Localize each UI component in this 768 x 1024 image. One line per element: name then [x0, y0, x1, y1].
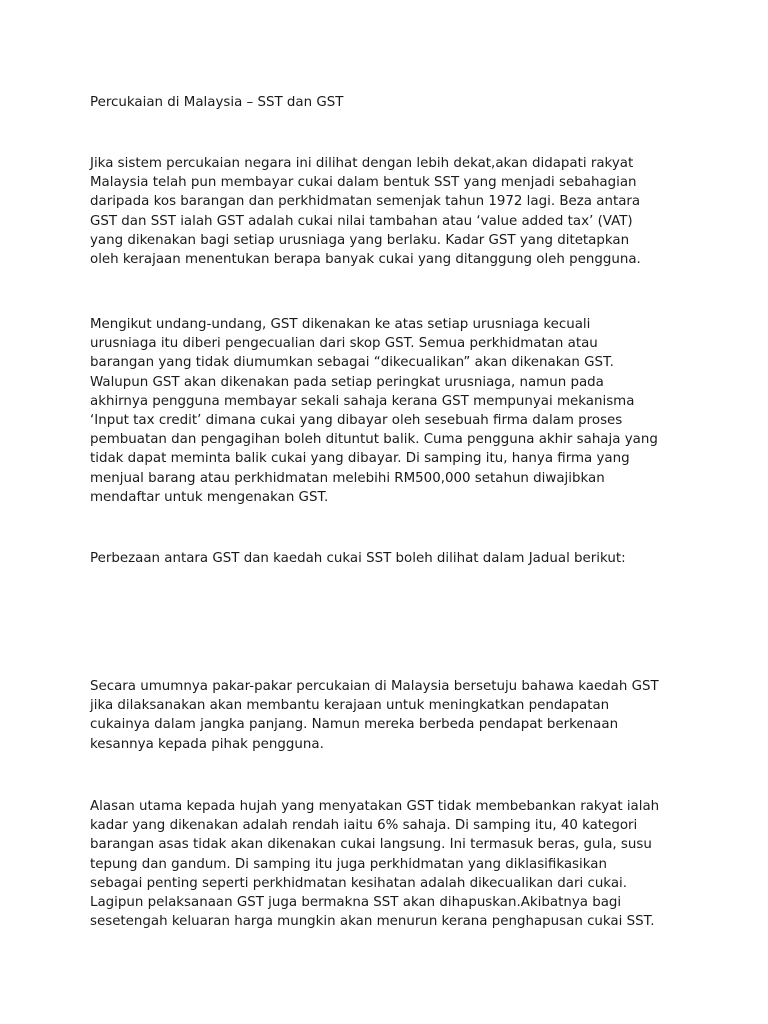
paragraph-line: barangan asas tidak akan dikenakan cukai langsung. Ini termasuk beras, gula, susu — [90, 837, 652, 853]
paragraph-3 — [90, 549, 690, 568]
paragraph-line: Secara umumnya pakar-pakar percukaian di Malaysia bersetuju bahawa kaedah GST — [90, 679, 659, 694]
paragraph-line: kesannya kepada pihak pengguna. — [90, 736, 324, 752]
paragraph-line: sesetengah keluaran harga mungkin akan menurun kerana penghapusan cukai SST. — [90, 914, 655, 930]
paragraph-line: tidak dapat meminta balik cukai yang dibayar. Di samping itu, hanya firma yang — [90, 451, 630, 467]
paragraph-4 — [90, 677, 690, 754]
paragraph-5 — [90, 797, 690, 931]
paragraph-line: Jika sistem percukaian negara ini dilihat dengan lebih dekat,akan didapati rakyat — [90, 156, 634, 171]
paragraph-line: Walupun GST akan dikenakan pada setiap peringkat urusniaga, namun pada — [90, 374, 604, 390]
paragraph-line: Perbezaan antara GST dan kaedah cukai SST boleh dilihat dalam Jadual berikut: — [90, 551, 626, 566]
paragraph-line: jika dilaksanakan akan membantu kerajaan untuk meningkatkan pendapatan — [90, 698, 610, 714]
paragraph-line: pembuatan dan pengagihan boleh dituntut balik. Cuma pengguna akhir sahaja yang — [90, 432, 658, 448]
paragraph-line: daripada kos barangan dan perkhidmatan semenjak tahun 1972 lagi. Beza antara — [90, 194, 641, 210]
paragraph-line: kadar yang dikenakan adalah rendah iaitu 6% sahaja. Di samping itu, 40 kategori — [90, 818, 638, 834]
paragraph-line: ‘Input tax credit’ dimana cukai yang dibayar oleh sesebuah firma dalam proses — [90, 413, 623, 429]
paragraph-line: menjual barang atau perkhidmatan melebihi RM500,000 setahun diwajibkan — [90, 470, 605, 486]
paragraph-line: cukainya dalam jangka panjang. Namun mereka berbeda pendapat berkenaan — [90, 717, 619, 733]
paragraph-line: Mengikut undang-undang, GST dikenakan ke atas setiap urusniaga kecuali — [90, 317, 591, 332]
paragraph-line: sebagai penting seperti perkhidmatan kesihatan adalah dikecualikan dari cukai. — [90, 875, 628, 891]
paragraph-line: barangan yang tidak diumumkan sebagai “dikecualikan” akan dikenakan GST. — [90, 355, 614, 371]
paragraph-line: akhirnya pengguna membayar sekali sahaja kerana GST mempunyai mekanisma — [90, 393, 635, 409]
document-title-text: Percukaian di Malaysia – SST dan GST — [90, 95, 344, 110]
paragraph-line: urusniaga itu diberi pengecualian dari skop GST. Semua perkhidmatan atau — [90, 336, 598, 352]
paragraph-line: GST dan SST ialah GST adalah cukai nilai tambahan atau ‘value added tax’ (VAT) — [90, 213, 633, 229]
paragraph-2 — [90, 315, 690, 507]
paragraph-line: Malaysia telah pun membayar cukai dalam bentuk SST yang menjadi sebahagian — [90, 175, 637, 191]
document-title — [90, 93, 690, 112]
paragraph-line: tepung dan gandum. Di samping itu juga perkhidmatan yang diklasifikasikan — [90, 856, 607, 872]
paragraph-1 — [90, 154, 690, 269]
paragraph-line: Alasan utama kepada hujah yang menyatakan GST tidak membebankan rakyat ialah — [90, 799, 660, 814]
paragraph-line: Lagipun pelaksanaan GST juga bermakna SST akan dihapuskan.Akibatnya bagi — [90, 895, 622, 911]
paragraph-line: yang dikenakan bagi setiap urusniaga yang berlaku. Kadar GST yang ditetapkan — [90, 232, 630, 248]
paragraph-line: oleh kerajaan menentukan berapa banyak cukai yang ditanggung oleh pengguna. — [90, 252, 641, 268]
paragraph-line: mendaftar untuk mengenakan GST. — [90, 489, 329, 505]
